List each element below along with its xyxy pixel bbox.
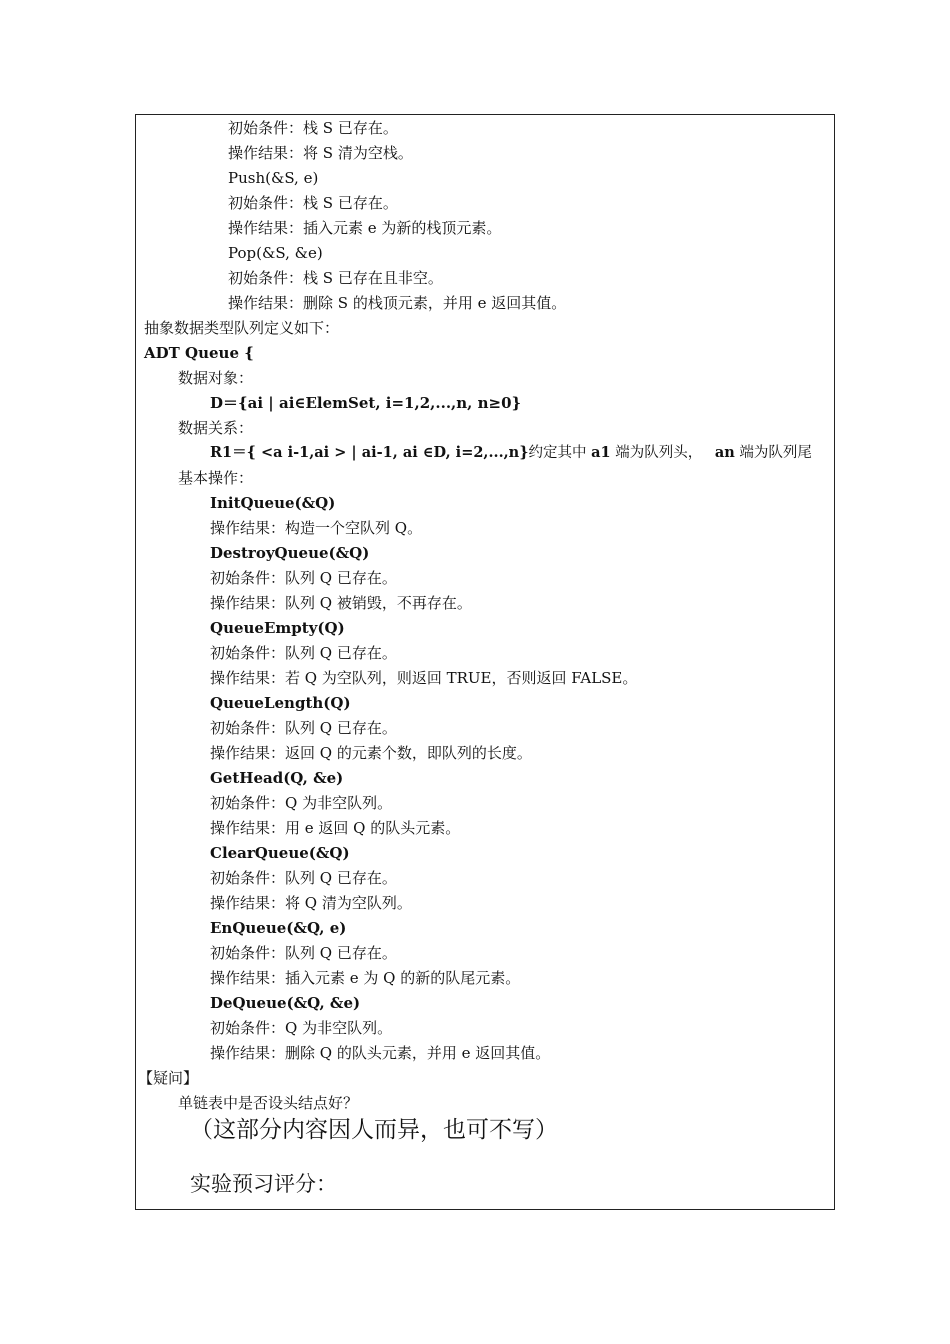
basic-ops-label: 基本操作： xyxy=(178,469,254,487)
relation-text-3: 端为队列尾 xyxy=(739,445,812,461)
op-line: 操作结果：插入元素 e 为 Q 的新的队尾元素。 xyxy=(210,969,521,987)
push-result: 操作结果：插入元素 e 为新的栈顶元素。 xyxy=(228,219,502,237)
pop-signature: Pop(&S, &e) xyxy=(228,244,323,262)
relation-set: R1＝{ <a i-1,ai > | ai-1, ai ∈D, i=2,...,n} xyxy=(210,444,529,461)
op-line: 操作结果：若 Q 为空队列，则返回 TRUE，否则返回 FALSE。 xyxy=(210,669,638,687)
adt-queue-header: ADT Queue { xyxy=(144,344,254,362)
relation-text-1: 约定其中 xyxy=(528,445,587,461)
op-signature-destroyqueue: DestroyQueue(&Q) xyxy=(210,544,370,562)
op-signature-dequeue: DeQueue(&Q, &e) xyxy=(210,994,361,1012)
data-relation-label: 数据关系： xyxy=(178,419,254,437)
op-line: 操作结果：构造一个空队列 Q。 xyxy=(210,519,423,537)
push-signature: Push(&S, e) xyxy=(228,169,319,187)
questions-heading: 【疑问】 xyxy=(138,1069,199,1087)
stack-precondition-1: 初始条件：栈 S 已存在。 xyxy=(228,119,398,137)
op-line: 初始条件：Q 为非空队列。 xyxy=(210,1019,393,1037)
op-line: 初始条件：Q 为非空队列。 xyxy=(210,794,393,812)
push-precondition: 初始条件：栈 S 已存在。 xyxy=(228,194,398,212)
pop-precondition: 初始条件：栈 S 已存在且非空。 xyxy=(228,269,443,287)
op-line: 初始条件：队列 Q 已存在。 xyxy=(210,869,397,887)
op-signature-initqueue: InitQueue(&Q) xyxy=(210,494,336,512)
op-signature-enqueue: EnQueue(&Q, e) xyxy=(210,919,347,937)
op-signature-clearqueue: ClearQueue(&Q) xyxy=(210,844,350,862)
queue-intro: 抽象数据类型队列定义如下： xyxy=(144,319,340,337)
relation-a1: a1 xyxy=(591,444,611,461)
data-object-definition: D＝{ai | ai∈ElemSet, i=1,2,...,n, n≥0} xyxy=(210,394,522,412)
op-line: 操作结果：用 e 返回 Q 的队头元素。 xyxy=(210,819,461,837)
data-relation-definition xyxy=(210,443,812,463)
op-signature-queuelength: QueueLength(Q) xyxy=(210,694,351,712)
question-text: 单链表中是否设头结点好？ xyxy=(178,1094,359,1112)
relation-an: an xyxy=(714,444,735,461)
optional-note: （这部分内容因人而异，也可不写） xyxy=(190,1117,558,1143)
op-line: 操作结果：返回 Q 的元素个数，即队列的长度。 xyxy=(210,744,532,762)
pop-result: 操作结果：删除 S 的栈顶元素，并用 e 返回其值。 xyxy=(228,294,567,312)
op-line: 操作结果：删除 Q 的队头元素，并用 e 返回其值。 xyxy=(210,1044,551,1062)
preview-grade-label: 实验预习评分： xyxy=(190,1172,337,1196)
relation-text-2: 端为队列头， xyxy=(615,445,703,461)
stack-result-clear: 操作结果：将 S 清为空栈。 xyxy=(228,144,413,162)
op-line: 操作结果：将 Q 清为空队列。 xyxy=(210,894,412,912)
op-signature-queueempty: QueueEmpty(Q) xyxy=(210,619,345,637)
op-line: 初始条件：队列 Q 已存在。 xyxy=(210,644,397,662)
op-signature-gethead: GetHead(Q, &e) xyxy=(210,769,344,787)
op-line: 初始条件：队列 Q 已存在。 xyxy=(210,944,397,962)
op-line: 操作结果：队列 Q 被销毁，不再存在。 xyxy=(210,594,472,612)
op-line: 初始条件：队列 Q 已存在。 xyxy=(210,569,397,587)
op-line: 初始条件：队列 Q 已存在。 xyxy=(210,719,397,737)
data-object-label: 数据对象： xyxy=(178,369,254,387)
